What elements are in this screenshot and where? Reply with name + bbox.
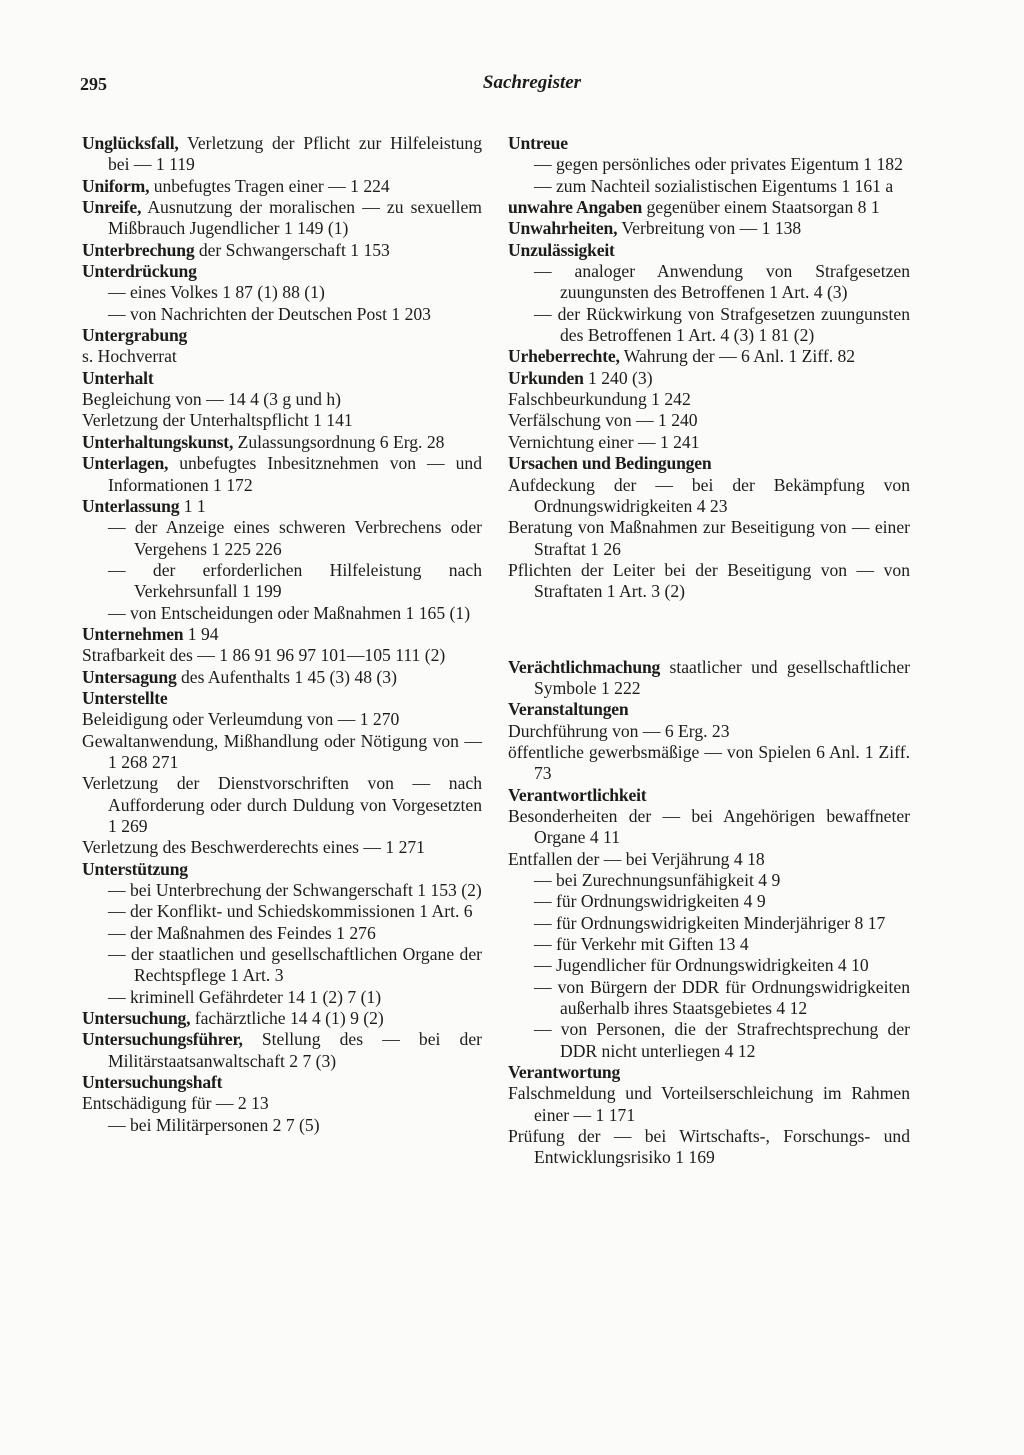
- index-subentry: [82, 282, 482, 303]
- index-text: Verfälschung von — 1 240: [508, 410, 698, 431]
- index-entry: [82, 325, 482, 346]
- index-text: Verletzung des Beschwerderechts eines — 1 271: [82, 837, 425, 858]
- index-term: Verantwortung: [508, 1062, 621, 1083]
- index-text: — bei Zurechnungsunfähigkeit 4 9: [534, 870, 781, 890]
- index-entry: [508, 453, 910, 474]
- index-entry: [508, 133, 910, 154]
- index-subentry: [508, 304, 910, 347]
- index-subentry: [82, 410, 482, 431]
- index-text: unbefugtes Inbesitznehmen von — und Informationen 1 172: [108, 453, 482, 495]
- index-subentry: [508, 389, 910, 410]
- index-text: — kriminell Gefährdeter 14 1 (2) 7 (1): [108, 986, 382, 1007]
- index-subentry: [82, 1115, 482, 1136]
- index-subentry: [82, 709, 482, 730]
- index-text: Beratung von Maßnahmen zur Beseitigung von — einer Straftat 1 26: [508, 517, 910, 559]
- index-term: Unterstützung: [82, 858, 188, 879]
- index-subentry: [82, 346, 482, 367]
- index-term: Unreife,: [82, 197, 142, 218]
- index-subentry: [82, 560, 482, 603]
- index-subentry: [82, 901, 482, 922]
- index-subentry: [82, 923, 482, 944]
- index-subentry: [508, 560, 910, 603]
- index-text: Stellung des — bei der Militärstaatsanwaltschaft 2 7 (3): [108, 1029, 482, 1071]
- index-subentry: [508, 1083, 910, 1126]
- index-subentry: [508, 176, 910, 197]
- index-term: Verantwortlichkeit: [508, 784, 647, 805]
- index-term: Unterhaltungskunst,: [82, 431, 234, 452]
- index-subentry: [508, 1019, 910, 1062]
- index-text: Strafbarkeit des — 1 86 91 96 97 101—105 111 (2): [82, 645, 446, 666]
- index-subentry: [82, 773, 482, 837]
- index-subentry: [82, 987, 482, 1008]
- index-column-left: [82, 133, 482, 1136]
- index-entry: [508, 368, 910, 389]
- index-text: staatlicher und gesellschaftlicher Symbole 1 222: [534, 656, 910, 698]
- index-term: Untreue: [508, 133, 568, 153]
- index-text: fachärztliche 14 4 (1) 9 (2): [190, 1008, 384, 1029]
- index-subentry: [508, 977, 910, 1020]
- index-entry: [82, 1029, 482, 1072]
- index-text: Wahrung der — 6 Anl. 1 Ziff. 82: [619, 346, 856, 367]
- index-text: — Jugendlicher für Ordnungswidrigkeiten 4 10: [534, 955, 869, 976]
- index-term: Untergrabung: [82, 325, 188, 346]
- index-text: Ausnutzung der moralischen — zu sexuellem Mißbrauch Jugendlicher 1 149 (1): [108, 197, 482, 239]
- index-text: — der Konflikt- und Schiedskommissionen 1 Art. 6: [108, 901, 473, 922]
- index-text: — der Maßnahmen des Feindes 1 276: [108, 922, 376, 943]
- index-entry: [508, 240, 910, 261]
- index-subentry: [508, 154, 910, 175]
- index-subentry: [508, 261, 910, 304]
- index-term: Untersuchung,: [82, 1008, 191, 1029]
- index-term: Ursachen und Bedingungen: [508, 453, 712, 474]
- index-text: s. Hochverrat: [82, 346, 177, 367]
- index-subentry: [508, 410, 910, 431]
- index-text: — von Bürgern der DDR für Ordnungswidrigkeiten außerhalb ihres Staatsgebietes 4 12: [534, 976, 910, 1019]
- index-entry: [82, 624, 482, 645]
- index-subentry: [508, 849, 910, 870]
- index-text: Besonderheiten der — bei Angehörigen bewaffneter Organe 4 11: [508, 805, 910, 848]
- index-term: Untersagung: [82, 666, 177, 687]
- index-entry: [508, 699, 910, 720]
- index-text: Entfallen der — bei Verjährung 4 18: [508, 848, 765, 869]
- index-entry: [82, 133, 482, 176]
- index-text: — der erforderlichen Hilfeleistung nach Verkehrsunfall 1 199: [108, 559, 482, 602]
- index-text: — für Ordnungswidrigkeiten 4 9: [534, 891, 766, 912]
- index-subentry: [82, 731, 482, 774]
- index-column-right: [508, 133, 910, 1169]
- index-subentry: [82, 880, 482, 901]
- index-entry: [82, 859, 482, 880]
- index-text: — der staatlichen und gesellschaftlichen Organe der Rechtspflege 1 Art. 3: [108, 944, 482, 986]
- index-term: unwahre Angaben: [508, 197, 643, 218]
- index-text: Prüfung der — bei Wirtschafts-, Forschungs- und Entwicklungsrisiko 1 169: [508, 1126, 910, 1168]
- index-text: — bei Unterbrechung der Schwangerschaft 1 153 (2): [108, 880, 482, 901]
- index-text: Beleidigung oder Verleumdung von — 1 270: [82, 709, 400, 730]
- index-entry: [508, 657, 910, 700]
- index-text: — von Personen, die der Strafrechtsprechung der DDR nicht unterliegen 4 12: [534, 1019, 910, 1061]
- index-entry: [508, 1062, 910, 1083]
- index-text: — eines Volkes 1 87 (1) 88 (1): [108, 282, 325, 303]
- index-entry: [508, 785, 910, 806]
- index-text: — von Entscheidungen oder Maßnahmen 1 165 (1): [108, 602, 471, 623]
- index-entry: [508, 218, 910, 239]
- index-subentry: [508, 1126, 910, 1169]
- index-text: Verletzung der Unterhaltspflicht 1 141: [82, 410, 353, 431]
- index-subentry: [508, 517, 910, 560]
- index-text: Verbreitung von — 1 138: [617, 218, 802, 239]
- index-text: des Aufenthalts 1 45 (3) 48 (3): [176, 666, 397, 687]
- index-subentry: [82, 517, 482, 560]
- index-term: Verächtlichmachung: [508, 656, 661, 677]
- index-text: Vernichtung einer — 1 241: [508, 431, 700, 452]
- index-text: 1 94: [183, 623, 219, 644]
- index-subentry: [508, 475, 910, 518]
- index-text: Entschädigung für — 2 13: [82, 1093, 269, 1114]
- index-subentry: [508, 432, 910, 453]
- index-term: Unterstellte: [82, 687, 168, 708]
- index-subentry: [82, 603, 482, 624]
- index-subentry: [508, 891, 910, 912]
- index-text: Aufdeckung der — bei der Bekämpfung von Ordnungswidrigkeiten 4 23: [508, 474, 910, 516]
- index-text: Falschbeurkundung 1 242: [508, 389, 691, 410]
- index-subentry: [82, 1093, 482, 1114]
- index-text: der Schwangerschaft 1 153: [194, 239, 390, 260]
- index-subentry: [508, 955, 910, 976]
- index-entry: [82, 176, 482, 197]
- index-text: Zulassungsordnung 6 Erg. 28: [233, 431, 445, 452]
- index-text: Falschmeldung und Vorteilserschleichung im Rahmen einer — 1 171: [508, 1083, 910, 1125]
- index-text: — bei Militärpersonen 2 7 (5): [108, 1114, 320, 1135]
- index-subentry: [82, 837, 482, 858]
- index-entry: [82, 688, 482, 709]
- index-term: Unterdrückung: [82, 261, 197, 282]
- index-text: Verletzung der Pflicht zur Hilfeleistung bei — 1 119: [108, 133, 482, 175]
- index-term: Urheberrechte,: [508, 346, 620, 367]
- running-title: Sachregister: [482, 72, 582, 93]
- index-entry: [82, 240, 482, 261]
- index-term: Veranstaltungen: [508, 699, 629, 720]
- index-text: — zum Nachteil sozialistischen Eigentums 1 161 a: [534, 175, 894, 196]
- index-entry: [82, 453, 482, 496]
- index-text: — für Verkehr mit Giften 13 4: [534, 934, 749, 955]
- index-subentry: [508, 913, 910, 934]
- index-subentry: [508, 721, 910, 742]
- index-term: Unwahrheiten,: [508, 218, 618, 239]
- index-text: — der Rückwirkung von Strafgesetzen zuungunsten des Betroffenen 1 Art. 4 (3) 1 81 (2): [534, 303, 910, 346]
- index-text: — für Ordnungswidrigkeiten Minderjähriger 8 17: [534, 912, 886, 933]
- index-entry: [82, 368, 482, 389]
- index-text: — gegen persönliches oder privates Eigentum 1 182: [534, 154, 903, 175]
- index-text: öffentliche gewerbsmäßige — von Spielen 6 Anl. 1 Ziff. 73: [508, 741, 910, 784]
- index-term: Untersuchungshaft: [82, 1072, 223, 1093]
- index-term: Uniform,: [82, 175, 150, 196]
- index-term: Unzulässigkeit: [508, 239, 615, 260]
- index-entry: [508, 346, 910, 367]
- index-term: Unterlassung: [82, 495, 180, 516]
- index-text: Begleichung von — 14 4 (3 g und h): [82, 389, 341, 410]
- index-entry: [82, 496, 482, 517]
- index-subentry: [82, 944, 482, 987]
- index-entry: [82, 261, 482, 282]
- index-text: Durchführung von — 6 Erg. 23: [508, 720, 730, 741]
- index-term: Unterhalt: [82, 367, 154, 388]
- index-term: Unglücksfall,: [82, 133, 179, 153]
- index-text: 1 240 (3): [583, 367, 653, 388]
- index-subentry: [508, 806, 910, 849]
- index-entry: [82, 667, 482, 688]
- page-number: 295: [80, 74, 107, 94]
- index-text: — der Anzeige eines schweren Verbrechens oder Vergehens 1 225 226: [108, 517, 482, 559]
- index-term: Unterbrechung: [82, 239, 195, 260]
- index-subentry: [508, 742, 910, 785]
- index-text: Verletzung der Dienstvorschriften von — nach Aufforderung oder durch Duldung von Vorgesetzten 1 269: [82, 773, 482, 836]
- index-subentry: [82, 645, 482, 666]
- index-entry: [82, 1008, 482, 1029]
- index-term: Unternehmen: [82, 623, 184, 644]
- index-entry: [82, 1072, 482, 1093]
- index-term: Urkunden: [508, 367, 584, 388]
- index-entry: [82, 432, 482, 453]
- index-text: — von Nachrichten der Deutschen Post 1 203: [108, 303, 431, 324]
- index-term: Untersuchungsführer,: [82, 1029, 243, 1050]
- index-text: — analoger Anwendung von Strafgesetzen zuungunsten des Betroffenen 1 Art. 4 (3): [534, 261, 910, 303]
- index-text: 1 1: [179, 495, 206, 516]
- index-subentry: [508, 934, 910, 955]
- index-subentry: [82, 389, 482, 410]
- index-text: unbefugtes Tragen einer — 1 224: [149, 175, 390, 196]
- index-text: gegenüber einem Staatsorgan 8 1: [642, 197, 880, 218]
- index-text: Pflichten der Leiter bei der Beseitigung von — von Straftaten 1 Art. 3 (2): [508, 559, 910, 602]
- index-text: Gewaltanwendung, Mißhandlung oder Nötigung von — 1 268 271: [82, 730, 482, 772]
- index-subentry: [82, 304, 482, 325]
- index-term: Unterlagen,: [82, 453, 169, 474]
- index-entry: [508, 197, 910, 218]
- index-entry: [82, 197, 482, 240]
- index-subentry: [508, 870, 910, 891]
